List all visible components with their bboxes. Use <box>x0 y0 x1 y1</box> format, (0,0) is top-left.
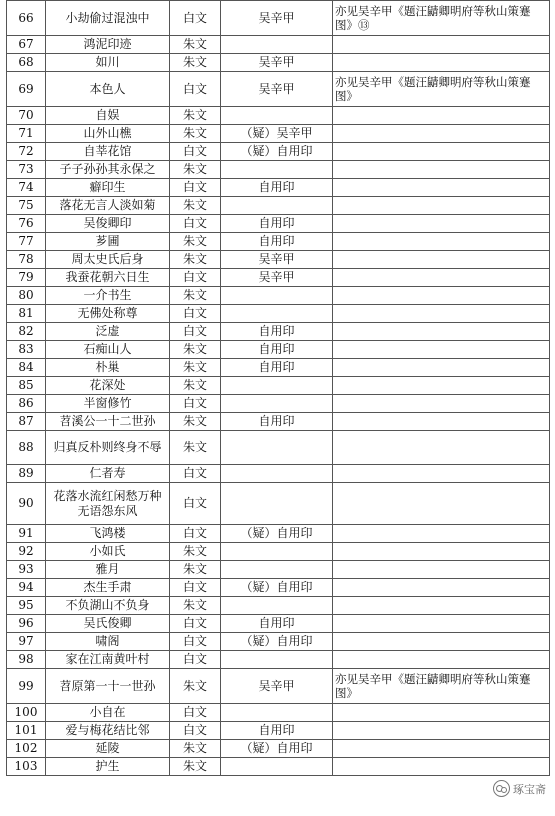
table-row <box>7 107 550 125</box>
seal-type-cell: 白文 <box>170 305 221 323</box>
note-cell <box>333 215 550 233</box>
row-number-cell: 95 <box>7 597 46 615</box>
row-number-cell: 89 <box>7 465 46 483</box>
row-number-cell: 77 <box>7 233 46 251</box>
table-row <box>7 579 550 597</box>
carver-cell <box>221 305 333 323</box>
seal-type-cell: 白文 <box>170 269 221 287</box>
row-number-cell: 74 <box>7 179 46 197</box>
wechat-icon <box>493 780 510 797</box>
carver-cell: 自用印 <box>221 179 333 197</box>
note-cell <box>333 561 550 579</box>
table-row <box>7 287 550 305</box>
seal-type-cell: 白文 <box>170 483 221 525</box>
row-number-cell: 99 <box>7 669 46 704</box>
table-row <box>7 233 550 251</box>
seal-type-cell: 朱文 <box>170 197 221 215</box>
note-cell <box>333 341 550 359</box>
table-row <box>7 525 550 543</box>
seal-type-cell: 朱文 <box>170 125 221 143</box>
row-number-cell: 97 <box>7 633 46 651</box>
seal-name-cell: 朴巢 <box>46 359 170 377</box>
seal-name-cell: 自娱 <box>46 107 170 125</box>
note-cell <box>333 54 550 72</box>
seal-name-cell: 延陵 <box>46 740 170 758</box>
table-row <box>7 615 550 633</box>
note-cell: 亦见吴辛甲《题汪鼱卿明府等秋山策蹇图》 <box>333 669 550 704</box>
carver-cell: （疑）自用印 <box>221 633 333 651</box>
note-cell <box>333 597 550 615</box>
seal-type-cell: 朱文 <box>170 377 221 395</box>
row-number-cell: 83 <box>7 341 46 359</box>
seal-name-cell: 仁者寿 <box>46 465 170 483</box>
table-row <box>7 215 550 233</box>
note-cell <box>333 633 550 651</box>
seal-name-cell: 芗圃 <box>46 233 170 251</box>
note-cell <box>333 107 550 125</box>
carver-cell: （疑）自用印 <box>221 525 333 543</box>
seal-name-cell: 自莘花馆 <box>46 143 170 161</box>
carver-cell <box>221 107 333 125</box>
table-row <box>7 465 550 483</box>
note-cell <box>333 651 550 669</box>
note-cell <box>333 543 550 561</box>
table-row <box>7 704 550 722</box>
table-row <box>7 740 550 758</box>
row-number-cell: 76 <box>7 215 46 233</box>
row-number-cell: 81 <box>7 305 46 323</box>
note-cell <box>333 413 550 431</box>
seal-name-cell: 家在江南黄叶村 <box>46 651 170 669</box>
row-number-cell: 91 <box>7 525 46 543</box>
note-cell <box>333 704 550 722</box>
row-number-cell: 103 <box>7 758 46 776</box>
carver-cell <box>221 465 333 483</box>
table-row <box>7 633 550 651</box>
seal-type-cell: 朱文 <box>170 561 221 579</box>
table-row <box>7 395 550 413</box>
seal-name-cell: 小如氏 <box>46 543 170 561</box>
seal-type-cell: 朱文 <box>170 758 221 776</box>
seal-type-cell: 白文 <box>170 179 221 197</box>
seal-type-cell: 白文 <box>170 615 221 633</box>
seal-name-cell: 山外山樵 <box>46 125 170 143</box>
row-number-cell: 100 <box>7 704 46 722</box>
row-number-cell: 93 <box>7 561 46 579</box>
carver-cell: 自用印 <box>221 341 333 359</box>
seal-type-cell: 白文 <box>170 395 221 413</box>
carver-cell: 自用印 <box>221 615 333 633</box>
table-row <box>7 597 550 615</box>
row-number-cell: 69 <box>7 72 46 107</box>
seal-type-cell: 白文 <box>170 143 221 161</box>
row-number-cell: 90 <box>7 483 46 525</box>
row-number-cell: 82 <box>7 323 46 341</box>
table-row <box>7 179 550 197</box>
seal-type-cell: 白文 <box>170 633 221 651</box>
seal-type-cell: 白文 <box>170 722 221 740</box>
seal-type-cell: 白文 <box>170 579 221 597</box>
seal-name-cell: 杰生手肃 <box>46 579 170 597</box>
seal-name-cell: 苕原第一十一世孙 <box>46 669 170 704</box>
seal-name-cell: 本色人 <box>46 72 170 107</box>
table-row <box>7 431 550 465</box>
table-row <box>7 359 550 377</box>
carver-cell: 自用印 <box>221 359 333 377</box>
note-cell <box>333 740 550 758</box>
seal-type-cell: 朱文 <box>170 233 221 251</box>
note-cell <box>333 287 550 305</box>
note-cell <box>333 233 550 251</box>
seal-name-cell: 不负湖山不负身 <box>46 597 170 615</box>
seal-type-cell: 朱文 <box>170 669 221 704</box>
note-cell <box>333 525 550 543</box>
row-number-cell: 71 <box>7 125 46 143</box>
carver-cell <box>221 36 333 54</box>
seal-type-cell: 朱文 <box>170 251 221 269</box>
seal-name-cell: 石痴山人 <box>46 341 170 359</box>
row-number-cell: 102 <box>7 740 46 758</box>
carver-cell: （疑）自用印 <box>221 740 333 758</box>
carver-cell: 吴辛甲 <box>221 1 333 36</box>
table-row <box>7 143 550 161</box>
carver-cell: 吴辛甲 <box>221 251 333 269</box>
seal-type-cell: 朱文 <box>170 54 221 72</box>
seal-name-cell: 小自在 <box>46 704 170 722</box>
carver-cell <box>221 483 333 525</box>
carver-cell: 吴辛甲 <box>221 669 333 704</box>
row-number-cell: 66 <box>7 1 46 36</box>
carver-cell <box>221 431 333 465</box>
row-number-cell: 70 <box>7 107 46 125</box>
table-row <box>7 377 550 395</box>
table-row <box>7 1 550 36</box>
carver-cell <box>221 758 333 776</box>
seal-name-cell: 啸阁 <box>46 633 170 651</box>
carver-cell <box>221 543 333 561</box>
seal-type-cell: 朱文 <box>170 413 221 431</box>
note-cell <box>333 251 550 269</box>
seal-type-cell: 白文 <box>170 651 221 669</box>
seal-type-cell: 朱文 <box>170 287 221 305</box>
note-cell <box>333 465 550 483</box>
note-cell <box>333 36 550 54</box>
carver-cell <box>221 651 333 669</box>
table-row <box>7 54 550 72</box>
seal-type-cell: 朱文 <box>170 359 221 377</box>
seal-name-cell: 泛虚 <box>46 323 170 341</box>
note-cell <box>333 758 550 776</box>
carver-cell: 自用印 <box>221 233 333 251</box>
carver-cell <box>221 377 333 395</box>
carver-cell: 自用印 <box>221 413 333 431</box>
note-cell: 亦见吴辛甲《题汪鼱卿明府等秋山策蹇图》 <box>333 72 550 107</box>
note-cell <box>333 269 550 287</box>
note-cell <box>333 323 550 341</box>
seal-type-cell: 白文 <box>170 465 221 483</box>
seal-name-cell: 归真反朴则终身不辱 <box>46 431 170 465</box>
seal-type-cell: 朱文 <box>170 431 221 465</box>
table-row <box>7 305 550 323</box>
seal-type-cell: 朱文 <box>170 597 221 615</box>
table-row <box>7 669 550 704</box>
row-number-cell: 92 <box>7 543 46 561</box>
table-row <box>7 413 550 431</box>
seal-name-cell: 花深处 <box>46 377 170 395</box>
seal-name-cell: 鸿泥印迹 <box>46 36 170 54</box>
carver-cell <box>221 287 333 305</box>
row-number-cell: 94 <box>7 579 46 597</box>
note-cell: 亦见吴辛甲《题汪鼱卿明府等秋山策蹇图》⑬ <box>333 1 550 36</box>
carver-cell: （疑）自用印 <box>221 143 333 161</box>
carver-cell: 自用印 <box>221 722 333 740</box>
table-row <box>7 341 550 359</box>
seal-name-cell: 爱与梅花结比邻 <box>46 722 170 740</box>
note-cell <box>333 722 550 740</box>
row-number-cell: 73 <box>7 161 46 179</box>
note-cell <box>333 143 550 161</box>
row-number-cell: 98 <box>7 651 46 669</box>
row-number-cell: 87 <box>7 413 46 431</box>
note-cell <box>333 179 550 197</box>
carver-cell: 自用印 <box>221 215 333 233</box>
table-row <box>7 251 550 269</box>
seal-type-cell: 朱文 <box>170 36 221 54</box>
seal-type-cell: 朱文 <box>170 740 221 758</box>
note-cell <box>333 579 550 597</box>
row-number-cell: 78 <box>7 251 46 269</box>
seal-type-cell: 朱文 <box>170 161 221 179</box>
note-cell <box>333 161 550 179</box>
seal-table-body <box>7 1 550 776</box>
note-cell <box>333 359 550 377</box>
row-number-cell: 101 <box>7 722 46 740</box>
seal-type-cell: 白文 <box>170 215 221 233</box>
seal-name-cell: 吴氏俊卿 <box>46 615 170 633</box>
table-row <box>7 561 550 579</box>
seal-name-cell: 周太史氏后身 <box>46 251 170 269</box>
seal-name-cell: 癖印生 <box>46 179 170 197</box>
carver-cell <box>221 161 333 179</box>
row-number-cell: 85 <box>7 377 46 395</box>
note-cell <box>333 197 550 215</box>
note-cell <box>333 615 550 633</box>
note-cell <box>333 483 550 525</box>
seal-name-cell: 护生 <box>46 758 170 776</box>
carver-cell <box>221 704 333 722</box>
note-cell <box>333 125 550 143</box>
seal-type-cell: 朱文 <box>170 107 221 125</box>
note-cell <box>333 377 550 395</box>
seal-name-cell: 落花无言人淡如菊 <box>46 197 170 215</box>
table-row <box>7 543 550 561</box>
seal-name-cell: 小劫偷过混浊中 <box>46 1 170 36</box>
table-row <box>7 197 550 215</box>
carver-cell: 自用印 <box>221 323 333 341</box>
note-cell <box>333 395 550 413</box>
watermark-text: 琢宝斋 <box>513 782 546 796</box>
seal-type-cell: 朱文 <box>170 543 221 561</box>
row-number-cell: 96 <box>7 615 46 633</box>
seal-type-cell: 白文 <box>170 525 221 543</box>
seal-name-cell: 飞鸿楼 <box>46 525 170 543</box>
table-row <box>7 483 550 525</box>
table-row <box>7 72 550 107</box>
note-cell <box>333 431 550 465</box>
row-number-cell: 86 <box>7 395 46 413</box>
row-number-cell: 84 <box>7 359 46 377</box>
seal-name-cell: 无佛处称尊 <box>46 305 170 323</box>
table-row <box>7 161 550 179</box>
row-number-cell: 75 <box>7 197 46 215</box>
carver-cell: 吴辛甲 <box>221 72 333 107</box>
row-number-cell: 79 <box>7 269 46 287</box>
row-number-cell: 68 <box>7 54 46 72</box>
seal-name-cell: 吴俊卿印 <box>46 215 170 233</box>
note-cell <box>333 305 550 323</box>
carver-cell: 吴辛甲 <box>221 54 333 72</box>
seal-type-cell: 朱文 <box>170 341 221 359</box>
seal-name-cell: 花落水流红闲愁万种无语怨东风 <box>46 483 170 525</box>
watermark <box>490 779 549 798</box>
seal-name-cell: 子子孙孙其永保之 <box>46 161 170 179</box>
carver-cell <box>221 395 333 413</box>
row-number-cell: 72 <box>7 143 46 161</box>
table-row <box>7 758 550 776</box>
carver-cell: 吴辛甲 <box>221 269 333 287</box>
carver-cell <box>221 597 333 615</box>
carver-cell: （疑）吴辛甲 <box>221 125 333 143</box>
row-number-cell: 88 <box>7 431 46 465</box>
row-number-cell: 80 <box>7 287 46 305</box>
table-row <box>7 125 550 143</box>
seal-table <box>6 0 550 776</box>
table-row <box>7 722 550 740</box>
seal-type-cell: 白文 <box>170 1 221 36</box>
seal-name-cell: 苕溪公一十二世孙 <box>46 413 170 431</box>
table-row <box>7 36 550 54</box>
table-row <box>7 651 550 669</box>
table-row <box>7 323 550 341</box>
carver-cell: （疑）自用印 <box>221 579 333 597</box>
seal-name-cell: 半窗修竹 <box>46 395 170 413</box>
seal-name-cell: 我蚕花朝六日生 <box>46 269 170 287</box>
seal-type-cell: 白文 <box>170 72 221 107</box>
seal-name-cell: 雅月 <box>46 561 170 579</box>
seal-type-cell: 白文 <box>170 323 221 341</box>
carver-cell <box>221 197 333 215</box>
row-number-cell: 67 <box>7 36 46 54</box>
seal-name-cell: 一介书生 <box>46 287 170 305</box>
carver-cell <box>221 561 333 579</box>
seal-type-cell: 白文 <box>170 704 221 722</box>
table-row <box>7 269 550 287</box>
seal-name-cell: 如川 <box>46 54 170 72</box>
